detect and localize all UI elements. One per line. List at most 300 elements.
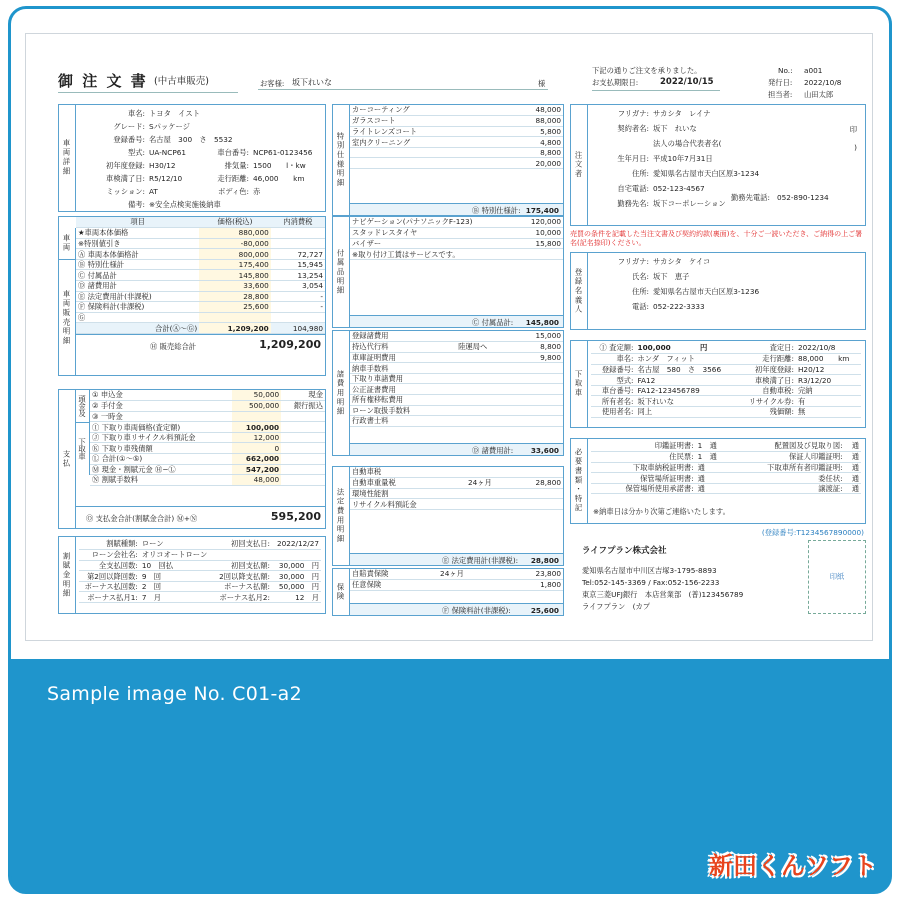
list-item: 契約者名: 坂下 れいな — [617, 124, 697, 133]
cell — [513, 416, 563, 427]
cell: 車検満了日: — [738, 375, 796, 386]
cell: 公正証書費用 — [350, 384, 456, 395]
price-side-top: 車両 — [59, 228, 76, 260]
notice: 下記の通りご注文を承りました。 — [592, 66, 702, 75]
payment-sub2: 下取車 — [76, 423, 90, 475]
cell: 7 月 — [140, 592, 214, 603]
cell: 所有者名: — [591, 396, 636, 407]
cell — [281, 422, 325, 433]
list-item: 勤務先名: 坂下コーポレーション — [617, 199, 726, 208]
cell: 下取車納税証明書: — [591, 462, 696, 473]
cell — [281, 411, 325, 422]
table-row — [350, 499, 563, 510]
table-row — [79, 560, 321, 571]
insurance — [332, 568, 564, 616]
payment-table — [90, 390, 325, 486]
cell — [271, 238, 325, 249]
legal-total — [350, 553, 563, 565]
payment-side: 支払 — [59, 390, 76, 528]
cell: オリコオートローン — [140, 550, 214, 561]
list-item: 住所: 愛知県名古屋市天白区原3-1234 — [631, 169, 760, 178]
cell: バイザー — [350, 238, 517, 249]
price-detail — [58, 216, 326, 376]
cell: 全支払回数: — [79, 560, 140, 571]
special-total-value: 175,400 — [525, 206, 559, 215]
insurance-total-label: Ⓕ 保険料計(非課税): — [442, 606, 511, 615]
cell: Ⓐ 車両本体価格計 — [76, 249, 199, 260]
cell: 登録番号: — [591, 364, 636, 375]
work-tel: 052-890-1234 — [777, 193, 829, 202]
cell: FA12-123456789 — [636, 385, 739, 396]
table-row — [90, 454, 325, 465]
staff-label: 担当者: — [768, 90, 793, 99]
cell: -80,000 — [199, 238, 271, 249]
cell: 24ヶ月 — [438, 569, 499, 580]
cell: 委任状: — [729, 473, 844, 484]
list-item: フリガナ: サカシタ ケイコ — [617, 257, 711, 266]
cell: 2回以降支払額: — [214, 571, 272, 582]
cell — [456, 373, 513, 384]
cell: ① 申込金 — [90, 390, 232, 401]
table-row — [350, 137, 563, 148]
cell: 陸運局へ — [456, 342, 513, 353]
cell: 合計(Ⓐ〜Ⓖ) — [76, 323, 199, 334]
list-item: 自宅電話: 052-123-4567 — [617, 184, 705, 193]
table-row — [90, 475, 325, 486]
accessories — [332, 216, 564, 328]
cell — [456, 352, 513, 363]
cell: 銀行振込 — [281, 401, 325, 412]
table-row — [350, 569, 563, 580]
cell: FA12 — [636, 375, 739, 386]
cell — [513, 363, 563, 374]
table-row — [591, 441, 861, 452]
cell: 662,000 — [232, 454, 281, 465]
sales-total-label: Ⓗ 販売総合計 — [150, 342, 197, 352]
cell — [281, 464, 325, 475]
list-item: 初年度登録: H30/12 排気量: 1500 l・kw — [106, 161, 306, 170]
cell — [199, 312, 271, 323]
cell: 25,600 — [199, 302, 271, 313]
table-row — [591, 473, 861, 484]
table-row — [76, 249, 325, 260]
cell: 15,945 — [271, 259, 325, 270]
cell: 30,000 円 — [272, 560, 321, 571]
cell: 保管場所使用承諾書: — [591, 483, 696, 494]
cell: Ⓜ 現金・割賦元金 Ⓗ−Ⓛ — [90, 464, 232, 475]
table-row — [350, 217, 563, 228]
cell: 0 — [232, 443, 281, 454]
company-address: 愛知県名古屋市中川区吉塚3-1795-8893 — [582, 566, 717, 575]
customer-name: 坂下れいな — [292, 78, 332, 87]
honorific: 様 — [538, 79, 546, 88]
table-row — [591, 462, 861, 473]
cell: 通 — [845, 483, 861, 494]
list-item: フリガナ: サカシタ レイナ — [617, 109, 711, 118]
fees — [332, 330, 564, 456]
cell: 5,800 — [499, 126, 563, 137]
list-item: 氏名: 坂下 恵子 — [631, 272, 690, 281]
special-side: 特別仕様明細 — [333, 105, 350, 215]
table-row — [76, 238, 325, 249]
cell: リサイクル料預託金 — [350, 499, 466, 510]
cell — [281, 454, 325, 465]
table-row — [350, 580, 563, 591]
table-row — [350, 342, 563, 353]
table-row — [591, 407, 861, 418]
cell: 行政書士料 — [350, 416, 456, 427]
payment-sub1: 頭金及 — [76, 390, 90, 423]
legal-total-value: 28,800 — [530, 556, 559, 565]
cell: 50,000 — [232, 390, 281, 401]
cell: 1,209,200 — [199, 323, 271, 334]
cell: ホンダ フィット — [636, 354, 739, 365]
cell: 547,200 — [232, 464, 281, 475]
cell: ローン — [140, 539, 214, 550]
cell: 500,000 — [232, 401, 281, 412]
cell: 8,800 — [513, 342, 563, 353]
legal-total-label: Ⓔ 法定費用計(非課税): — [442, 556, 519, 565]
cell: カーコーティング — [350, 105, 499, 116]
table-row — [79, 581, 321, 592]
fees-side: 諸費用明細 — [333, 331, 350, 455]
cell — [456, 363, 513, 374]
table-row — [350, 384, 563, 395]
cell: Ⓖ — [76, 312, 199, 323]
cell: 通 — [696, 462, 730, 473]
cell — [456, 416, 513, 427]
table-row — [350, 363, 563, 374]
company-tel: Tel:052-145-3369 / Fax:052-156-2233 — [582, 578, 720, 587]
cell: 自動車税: — [738, 385, 796, 396]
table-row — [79, 550, 321, 561]
legal-side: 法定費用明細 — [333, 467, 350, 565]
cell: 880,000 — [199, 228, 271, 239]
cell — [513, 467, 563, 478]
cell: 内消費税 — [271, 217, 325, 228]
table-row — [350, 116, 563, 127]
cell: 12,000 — [232, 432, 281, 443]
table-row — [350, 331, 563, 342]
cell: 車名: — [591, 354, 636, 365]
cell: Ⓙ 下取り車リサイクル料預託金 — [90, 432, 232, 443]
cell: 初年度登録: — [738, 364, 796, 375]
table-row — [591, 483, 861, 494]
cell: R3/12/20 — [796, 375, 861, 386]
cell: 使用者名: — [591, 407, 636, 418]
cell: ライトレンズコート — [350, 126, 499, 137]
cell: Ⓔ 法定費用計(非課税) — [76, 291, 199, 302]
staff-name: 山田太郎 — [804, 90, 834, 99]
cell: 10,000 — [517, 228, 563, 239]
cell: 無 — [796, 407, 861, 418]
price-side-mid: 車両販売明細 — [59, 260, 76, 375]
cell: 48,000 — [499, 105, 563, 116]
cell: ボーナス払月1: — [79, 592, 140, 603]
registered-owner — [570, 252, 866, 330]
revenue-stamp-label: 印紙 — [829, 572, 845, 582]
table-row — [79, 592, 321, 603]
seal-mark: 印 — [849, 125, 857, 134]
table-row — [350, 105, 563, 116]
table-row — [90, 422, 325, 433]
revenue-stamp-box — [808, 540, 866, 614]
required-docs — [570, 438, 866, 524]
trade-in-vehicle — [570, 340, 866, 428]
cell: 下取車所有者印鑑証明: — [729, 462, 844, 473]
cell: 15,800 — [517, 238, 563, 249]
cell: 同上 — [636, 407, 739, 418]
cell: 通 — [845, 473, 861, 484]
close-paren: ) — [854, 143, 857, 152]
cell — [513, 384, 563, 395]
table-row — [591, 364, 861, 375]
table-row — [350, 373, 563, 384]
table-row — [76, 270, 325, 281]
cell: 9 回 — [140, 571, 214, 582]
table-row — [591, 375, 861, 386]
cell: 800,000 — [199, 249, 271, 260]
table-row — [90, 411, 325, 422]
registration-number: (登録番号:T1234567890000) — [761, 528, 864, 537]
cell — [513, 395, 563, 406]
cell — [513, 405, 563, 416]
cell: 割賦種類: — [79, 539, 140, 550]
table-row — [79, 539, 321, 550]
table-row — [90, 443, 325, 454]
table-row — [76, 302, 325, 313]
cell: 納車手数料 — [350, 363, 456, 374]
cell: 145,800 — [199, 270, 271, 281]
cell: 車台番号: — [591, 385, 636, 396]
table-row — [76, 291, 325, 302]
cell: 1 通 — [696, 452, 730, 463]
cell: ボーナス払月2: — [214, 592, 272, 603]
list-item: グレード: Sパッケージ — [113, 122, 190, 131]
table-row — [76, 281, 325, 292]
cell: 104,980 — [271, 323, 325, 334]
cell: 現金 — [281, 390, 325, 401]
cell: ローン会社名: — [79, 550, 140, 561]
cell: 28,800 — [199, 291, 271, 302]
cell: 譲渡証: — [729, 483, 844, 494]
cell: Ⓚ 下取り車残債額 — [90, 443, 232, 454]
cell: 20,000 — [499, 158, 563, 169]
cell — [214, 550, 272, 561]
cell: 10 回払 — [140, 560, 214, 571]
cell: ガラスコート — [350, 116, 499, 127]
sales-total — [76, 334, 325, 356]
cell: 175,400 — [199, 259, 271, 270]
company-holder: ライフプラン (カプ — [582, 602, 651, 611]
order-document — [25, 33, 873, 641]
table-row — [350, 478, 563, 489]
cell: リサイクル券: — [738, 396, 796, 407]
table-row — [591, 385, 861, 396]
list-item: 住所: 愛知県名古屋市天白区原3-1236 — [631, 287, 760, 296]
table-row — [591, 452, 861, 463]
cell: 23,800 — [499, 569, 563, 580]
cell: ③ 一時金 — [90, 411, 232, 422]
cell: - — [271, 302, 325, 313]
accessories-total-label: Ⓒ 付属品計: — [472, 318, 514, 327]
no-label: No.: — [778, 66, 793, 75]
customer-label: お客様: — [260, 79, 285, 88]
insurance-total — [350, 603, 563, 615]
cell: 48,000 — [232, 475, 281, 486]
cell: 価格(税込) — [199, 217, 271, 228]
cell: 33,600 — [199, 281, 271, 292]
cell: Ⓓ 諸費用計 — [76, 281, 199, 292]
issue-label: 発行日: — [768, 78, 793, 87]
cell: 自動車重量税 — [350, 478, 466, 489]
table-row — [350, 467, 563, 478]
cell: 通 — [845, 462, 861, 473]
company-name: ライフプラン株式会社 — [582, 546, 667, 556]
table-row — [350, 405, 563, 416]
cell: Ⓘ 査定額: — [591, 343, 636, 354]
orderer — [570, 104, 866, 226]
cell — [271, 312, 325, 323]
cell: - — [271, 291, 325, 302]
cell: 名古屋 580 さ 3566 — [636, 364, 739, 375]
cell: 有 — [796, 396, 861, 407]
doc-subtitle: (中古車販売) — [154, 76, 209, 87]
company-bank: 東京三菱UFJ銀行 本店営業部 (普)123456789 — [582, 590, 744, 599]
cell: 自動車税 — [350, 467, 466, 478]
cell: 通 — [845, 441, 861, 452]
cell — [456, 395, 513, 406]
legal-fees — [332, 466, 564, 566]
cell: 9,800 — [513, 352, 563, 363]
cell: 1 通 — [696, 441, 730, 452]
table-row — [79, 571, 321, 582]
table-row — [350, 488, 563, 499]
payment-total-label: Ⓞ 支払金合計(割賦金合計) Ⓜ+Ⓝ — [86, 514, 198, 523]
cell: 型式: — [591, 375, 636, 386]
cell — [456, 384, 513, 395]
cell: 12 月 — [272, 592, 321, 603]
cell: 所有権移転費用 — [350, 395, 456, 406]
table-row — [76, 259, 325, 270]
cell: ※特別値引き — [76, 238, 199, 249]
payment-total-value: 595,200 — [270, 510, 321, 523]
table-row — [350, 147, 563, 158]
cell: Ⓑ 特別仕様計 — [76, 259, 199, 270]
cell: 100,000 円 — [636, 343, 739, 354]
tradein-side: 下取車 — [571, 341, 588, 427]
table-row — [350, 158, 563, 169]
cell: 項目 — [76, 217, 199, 228]
payment-detail — [58, 389, 326, 529]
cell: ローン取扱手数料 — [350, 405, 456, 416]
cell: ナビゲーション(パナソニックF-123) — [350, 217, 517, 228]
cell: ★車両本体価格 — [76, 228, 199, 239]
accessories-total-value: 145,800 — [525, 318, 559, 327]
fees-total-value: 33,600 — [530, 446, 559, 455]
cell: 室内クリーニング — [350, 137, 499, 148]
cell: 24ヶ月 — [466, 478, 513, 489]
table-row — [350, 395, 563, 406]
cell: 2022/10/8 — [796, 343, 861, 354]
cell: 通 — [696, 473, 730, 484]
table-row — [350, 249, 563, 260]
table-row — [90, 401, 325, 412]
issue-date: 2022/10/8 — [804, 78, 842, 87]
vehicle-detail — [58, 104, 326, 212]
cell: 持込代行料 — [350, 342, 456, 353]
cell: 任意保険 — [350, 580, 438, 591]
cell — [438, 580, 499, 591]
cell: 配置図及び見取り図: — [729, 441, 844, 452]
accessories-total — [350, 315, 563, 327]
cell: 第2回以降回数: — [79, 571, 140, 582]
insurance-total-value: 25,600 — [530, 606, 559, 615]
list-item: 備考: ※安全点検実施後納車 — [127, 200, 221, 209]
cell: 環境性能割 — [350, 488, 466, 499]
cell — [272, 550, 321, 561]
cell: スタッドレスタイヤ — [350, 228, 517, 239]
cell: 完納 — [796, 385, 861, 396]
cell: 15,000 — [513, 331, 563, 342]
cell — [350, 147, 499, 158]
cell — [513, 488, 563, 499]
page-frame — [8, 6, 892, 894]
cell: 88,000 km — [796, 354, 861, 365]
cell: Ⓒ 付属品計 — [76, 270, 199, 281]
orderer-side: 注文者 — [571, 105, 588, 225]
accessories-side: 付属品明細 — [333, 217, 350, 327]
cell: ※取り付け工賃はサービスです。 — [350, 249, 517, 260]
cell: ボーナス払回数: — [79, 581, 140, 592]
cell — [513, 499, 563, 510]
installment-side: 割賦金明細 — [59, 537, 76, 613]
cell: 120,000 — [517, 217, 563, 228]
cell: 査定日: — [738, 343, 796, 354]
cell: ボーナス払額: — [214, 581, 272, 592]
cell: 自賠責保険 — [350, 569, 438, 580]
special-total — [350, 203, 563, 215]
list-item: 車名: トヨタ イスト — [127, 109, 201, 118]
installment-table — [79, 539, 321, 603]
sales-total-value: 1,209,200 — [259, 338, 321, 352]
table-row — [350, 228, 563, 239]
table-row — [76, 312, 325, 323]
cell: 走行距離: — [738, 354, 796, 365]
cell — [466, 467, 513, 478]
payment-total — [76, 506, 325, 528]
cell: H20/12 — [796, 364, 861, 375]
cell: 100,000 — [232, 422, 281, 433]
special-total-label: Ⓑ 特別仕様計: — [472, 206, 521, 215]
pay-due-label: お支払期限日: — [592, 78, 639, 87]
cell: 通 — [845, 452, 861, 463]
table-row — [350, 352, 563, 363]
list-item: ミッション: AT ボディ色: 赤 — [106, 187, 261, 196]
list-item: 車検満了日: R5/12/10 走行距離: 46,000 km — [106, 174, 305, 183]
cell — [281, 475, 325, 486]
cell: 8,800 — [499, 147, 563, 158]
cell — [456, 331, 513, 342]
docs-note: ※納車日は分かり次第ご連絡いたします。 — [593, 507, 730, 516]
cell — [513, 373, 563, 384]
confirm-text: 売買の条件を記載した当注文書及び契約約款(裏面)を、十分ご一読いただき、ご納得の上ご署名(記名捺印)ください。 — [570, 230, 863, 247]
doc-number: a001 — [804, 66, 823, 75]
table-row — [90, 390, 325, 401]
cell: 88,000 — [499, 116, 563, 127]
table-row — [350, 416, 563, 427]
cell — [466, 488, 513, 499]
